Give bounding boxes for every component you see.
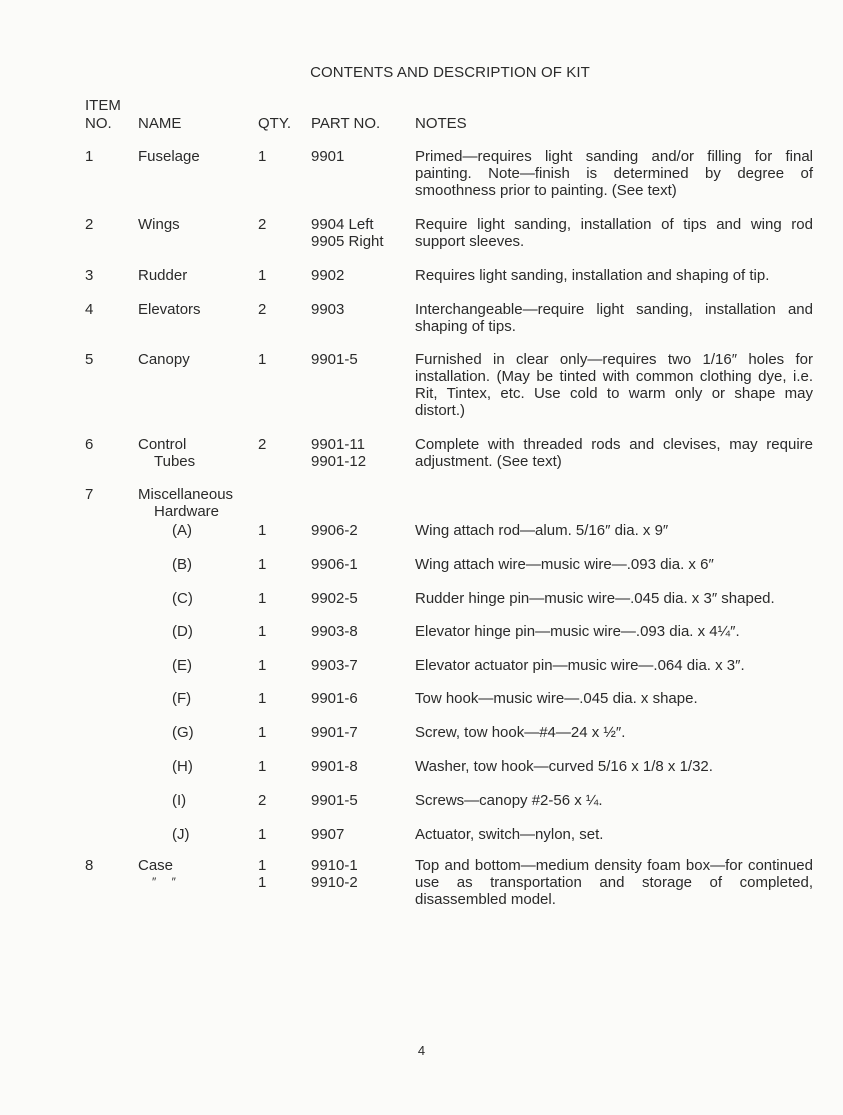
- item-part-no: [311, 758, 358, 775]
- item-qty: [258, 690, 266, 707]
- item-qty-line: 1: [258, 522, 267, 539]
- item-qty: [258, 301, 266, 318]
- item-qty: [258, 792, 266, 809]
- item-part-no-line: 9901-8: [311, 758, 358, 775]
- item-notes: Wing attach wire—music wire—.093 dia. x 6″: [415, 556, 714, 573]
- item-part-no: [311, 792, 358, 809]
- item-notes: Top and bottom—medium density foam box—for continued use as transportation and storage of completed, disassembled model.: [415, 857, 813, 908]
- item-part-no-line: 9903: [311, 301, 345, 318]
- item-qty-line: 2: [258, 436, 267, 453]
- item-part-no-line: 9906-2: [311, 522, 358, 539]
- item-notes: Elevator hinge pin—music wire—.093 dia. x 4¼″.: [415, 623, 740, 640]
- item-qty: [258, 436, 266, 453]
- item-name-line: Case: [138, 857, 174, 874]
- item-qty: [258, 148, 266, 165]
- item-notes: Wing attach rod—alum. 5/16″ dia. x 9″: [415, 522, 669, 539]
- header-notes: NOTES: [415, 115, 467, 132]
- item-qty-line: 1: [258, 623, 267, 640]
- item-notes: Primed—requires light sanding and/or filling for final painting. Note—finish is determined by degree of smoothness prior to painting. (See text): [415, 148, 813, 199]
- item-name-line: ″ ″: [152, 875, 182, 889]
- header-qty: QTY.: [258, 115, 292, 132]
- sub-item-letter: (I): [172, 792, 187, 809]
- item-part-no-line: 9901-12: [311, 453, 367, 470]
- item-number: 3: [85, 267, 94, 284]
- item-name: [138, 267, 187, 284]
- item-part-no: [311, 623, 358, 640]
- item-name-line: Miscellaneous: [138, 486, 234, 503]
- item-part-no-line: 9901-5: [311, 351, 358, 368]
- item-qty: [258, 590, 266, 607]
- sub-item-letter: (G): [172, 724, 194, 741]
- item-part-no: [311, 148, 344, 165]
- item-part-no-line: 9903-7: [311, 657, 358, 674]
- item-name: [138, 857, 182, 891]
- item-part-no-line: 9904 Left: [311, 216, 374, 233]
- item-part-no: [311, 522, 358, 539]
- item-name-line: Control: [138, 436, 187, 453]
- item-qty: [258, 556, 266, 573]
- item-name: [138, 148, 200, 165]
- item-qty-line: 2: [258, 216, 267, 233]
- item-qty-line: 2: [258, 792, 267, 809]
- sub-item-letter: (J): [172, 826, 190, 843]
- item-qty-line: 1: [258, 148, 267, 165]
- item-notes: Rudder hinge pin—music wire—.045 dia. x 3″ shaped.: [415, 590, 775, 607]
- item-part-no-line: 9910-2: [311, 874, 358, 891]
- item-part-no: [311, 857, 358, 891]
- sub-item-letter: (D): [172, 623, 193, 640]
- item-notes: Require light sanding, installation of tips and wing rod support sleeves.: [415, 216, 813, 250]
- item-qty-line: 1: [258, 826, 267, 843]
- item-qty-line: 1: [258, 351, 267, 368]
- item-part-no-line: 9902-5: [311, 590, 358, 607]
- item-qty: [258, 351, 266, 368]
- item-part-no: [311, 301, 344, 318]
- item-qty: [258, 216, 266, 233]
- item-part-no-line: 9901-7: [311, 724, 358, 741]
- item-part-no-line: 9902: [311, 267, 345, 284]
- item-number: 7: [85, 486, 94, 503]
- item-qty-line: 1: [258, 590, 267, 607]
- item-part-no: [311, 436, 366, 470]
- item-qty: [258, 623, 266, 640]
- item-notes: Complete with threaded rods and clevises, may require adjustment. (See text): [415, 436, 813, 470]
- item-number: 4: [85, 301, 94, 318]
- item-part-no-line: 9910-1: [311, 857, 358, 874]
- item-qty: [258, 758, 266, 775]
- item-part-no-line: 9901-6: [311, 690, 358, 707]
- item-part-no: [311, 826, 344, 843]
- item-number: 1: [85, 148, 94, 165]
- item-qty-line: 1: [258, 724, 267, 741]
- item-part-no: [311, 724, 358, 741]
- item-qty-line: 1: [258, 267, 267, 284]
- item-part-no-line: 9901: [311, 148, 345, 165]
- item-name-line: Hardware: [154, 503, 220, 520]
- page-number: 4: [417, 1043, 426, 1058]
- item-qty-line: 1: [258, 857, 267, 874]
- item-number: 2: [85, 216, 94, 233]
- item-qty-line: 1: [258, 758, 267, 775]
- item-qty: [258, 657, 266, 674]
- item-qty: [258, 267, 266, 284]
- item-name-line: Tubes: [154, 453, 196, 470]
- item-notes: Requires light sanding, installation and shaping of tip.: [415, 267, 770, 284]
- item-name-line: Wings: [138, 216, 180, 233]
- item-notes: Furnished in clear only—requires two 1/16″ holes for installation. (May be tinted with common clothing dye, i.e. Rit, Tintex, etc. Use cold to warm only or shape may distort.): [415, 351, 813, 419]
- item-number: 6: [85, 436, 94, 453]
- item-qty-line: 1: [258, 657, 267, 674]
- sub-item-letter: (A): [172, 522, 192, 539]
- sub-item-letter: (C): [172, 590, 193, 607]
- header-name: NAME: [138, 115, 182, 132]
- item-qty-line: 1: [258, 690, 267, 707]
- item-number: 8: [85, 857, 94, 874]
- sub-item-letter: (F): [172, 690, 192, 707]
- item-notes: Screws—canopy #2-56 x ¼.: [415, 792, 603, 809]
- item-qty: [258, 857, 266, 891]
- item-part-no-line: 9901-5: [311, 792, 358, 809]
- item-notes: Elevator actuator pin—music wire—.064 dia. x 3″.: [415, 657, 745, 674]
- item-part-no-line: 9905 Right: [311, 233, 384, 250]
- item-part-no: [311, 690, 358, 707]
- header-part-no: PART NO.: [311, 115, 381, 132]
- item-qty-line: 1: [258, 874, 267, 891]
- item-part-no: [311, 216, 384, 250]
- item-notes: Washer, tow hook—curved 5/16 x 1/8 x 1/32.: [415, 758, 713, 775]
- item-name: [138, 216, 180, 233]
- item-part-no: [311, 351, 358, 368]
- item-name: [138, 301, 201, 318]
- sub-item-letter: (B): [172, 556, 192, 573]
- header-item-line2: NO.: [85, 115, 112, 132]
- sub-item-letter: (H): [172, 758, 193, 775]
- item-part-no-line: 9906-1: [311, 556, 358, 573]
- header-item: [85, 97, 121, 133]
- item-qty: [258, 724, 266, 741]
- item-qty: [258, 522, 266, 539]
- item-notes: Screw, tow hook—#4—24 x ½″.: [415, 724, 626, 741]
- item-part-no-line: 9901-11: [311, 436, 365, 453]
- item-notes: Actuator, switch—nylon, set.: [415, 826, 604, 843]
- item-name-line: Fuselage: [138, 148, 200, 165]
- header-item-line1: ITEM: [85, 97, 121, 114]
- item-name: [138, 436, 195, 470]
- item-part-no: [311, 556, 358, 573]
- item-part-no-line: 9903-8: [311, 623, 358, 640]
- item-qty: [258, 826, 266, 843]
- item-number: 5: [85, 351, 94, 368]
- item-name-line: Elevators: [138, 301, 201, 318]
- item-part-no: [311, 267, 344, 284]
- item-qty-line: 1: [258, 556, 267, 573]
- item-name: [138, 486, 233, 520]
- item-name-line: Canopy: [138, 351, 190, 368]
- item-part-no: [311, 657, 358, 674]
- sub-item-letter: (E): [172, 657, 192, 674]
- item-name: [138, 351, 190, 368]
- item-name-line: Rudder: [138, 267, 188, 284]
- item-notes: Interchangeable—require light sanding, installation and shaping of tips.: [415, 301, 813, 335]
- item-part-no-line: 9907: [311, 826, 345, 843]
- page-title: CONTENTS AND DESCRIPTION OF KIT: [310, 64, 590, 81]
- item-part-no: [311, 590, 358, 607]
- item-notes: Tow hook—music wire—.045 dia. x shape.: [415, 690, 698, 707]
- item-qty-line: 2: [258, 301, 267, 318]
